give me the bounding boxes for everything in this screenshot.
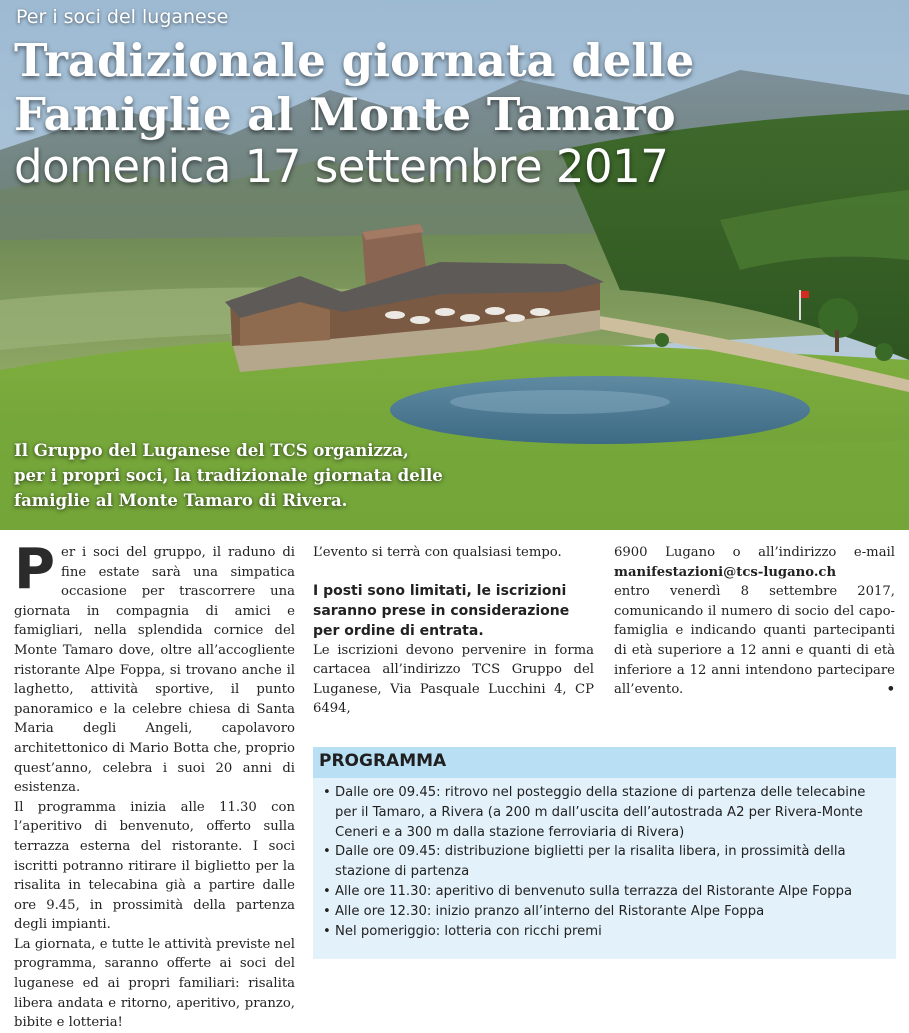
email-link[interactable]: manifestazioni@tcs-lugano.ch <box>614 564 837 580</box>
programma-heading: PROGRAMMA <box>313 747 896 778</box>
intro-text: er i soci del gruppo, il raduno di fine estate sarà una simpatica occasione per trascorrere una giornata in compagnia di amici e famigliari, nella splendida cornice del Monte Tamaro dove, oltre all’accogliente ristorante Alpe Foppa, si trovano anche il laghetto, attività sportive, il punto panoramico e la celebre chiesa di Santa Maria degli Angeli, capolavoro architettonico di Mario Botta che, proprio quest’anno, celebra i suoi 20 anni di esistenza. <box>14 545 295 796</box>
registration-continued <box>614 543 895 582</box>
programma-list <box>313 778 896 941</box>
list-item: • Nel pomeriggio: lotteria con ricchi premi <box>323 922 888 942</box>
article-column-2 <box>313 543 594 719</box>
lead-paragraph: Il Gruppo del Luganese del TCS organizza, per i propri soci, la tradizionale giornata delle famiglie al Monte Tamaro di Rivera. <box>14 441 443 510</box>
deadline-text: entro venerdì 8 settembre 2017, comunicando il numero di socio del capo-famiglia e indicando quanti partecipanti di età superiore a 12 anni e quanti di età inferiore a 12 anni intendono partecipare all’evento. <box>614 584 895 698</box>
list-item: • Dalle ore 09.45: distribuzione biglietti per la risalita libera, in prossimità della stazione di partenza <box>323 842 888 882</box>
deadline-paragraph <box>614 582 895 700</box>
registration-continued-text: 6900 Lugano o all’indirizzo e-mail <box>614 545 895 560</box>
list-item: • Alle ore 11.30: aperitivo di benvenuto sulla terrazza del Ristorante Alpe Foppa <box>323 882 888 902</box>
drop-cap: P <box>14 537 56 602</box>
intro-paragraph <box>14 537 295 798</box>
end-mark: • <box>886 682 895 698</box>
event-date: domenica 17 settembre 2017 <box>14 140 669 193</box>
limited-places-heading: I posti sono limitati, le iscrizioni saranno prese in considerazione per ordine di entrata. <box>313 582 570 639</box>
page-title: Tradizionale giornata delle Famiglie al Monte Tamaro <box>14 34 695 141</box>
registration-paragraph <box>313 641 594 719</box>
activities-paragraph: La giornata, e tutte le attività previste nel programma, saranno offerte ai soci del luganese ed ai propri familiari: risalita libera andata e ritorno, aperitivo, pranzo, bibite e lotteria! <box>14 936 295 1031</box>
list-item: • Alle ore 12.30: inizio pranzo all’interno del Ristorante Alpe Foppa <box>323 902 888 922</box>
program-paragraph: Il programma inizia alle 11.30 con l’aperitivo di benvenuto, offerto sulla terrazza esterna del ristorante. I soci iscritti potranno ritirare il biglietto per la risalita in telecabina già a partire dalle ore 9.45, in prossimità della partenza degli impianti. <box>14 799 295 933</box>
list-item: • Dalle ore 09.45: ritrovo nel posteggio della stazione di partenza delle telecabine per il Tamaro, a Rivera (a 200 m dall’uscita dell’autostrada A2 per Rivera-Monte Ceneri e a 300 m dalla stazione ferroviaria di Rivera) <box>323 783 888 842</box>
article-column-3 <box>614 543 895 700</box>
article-column-1 <box>14 537 295 1033</box>
weather-note: L’evento si terrà con qualsiasi tempo. <box>313 545 562 560</box>
kicker: Per i soci del luganese <box>16 6 229 28</box>
programma-box <box>313 747 896 959</box>
registration-text: Le iscrizioni devono pervenire in forma cartacea all’indirizzo TCS Gruppo del Luganese, Via Pasquale Lucchini 4, CP 6494, <box>313 642 594 717</box>
